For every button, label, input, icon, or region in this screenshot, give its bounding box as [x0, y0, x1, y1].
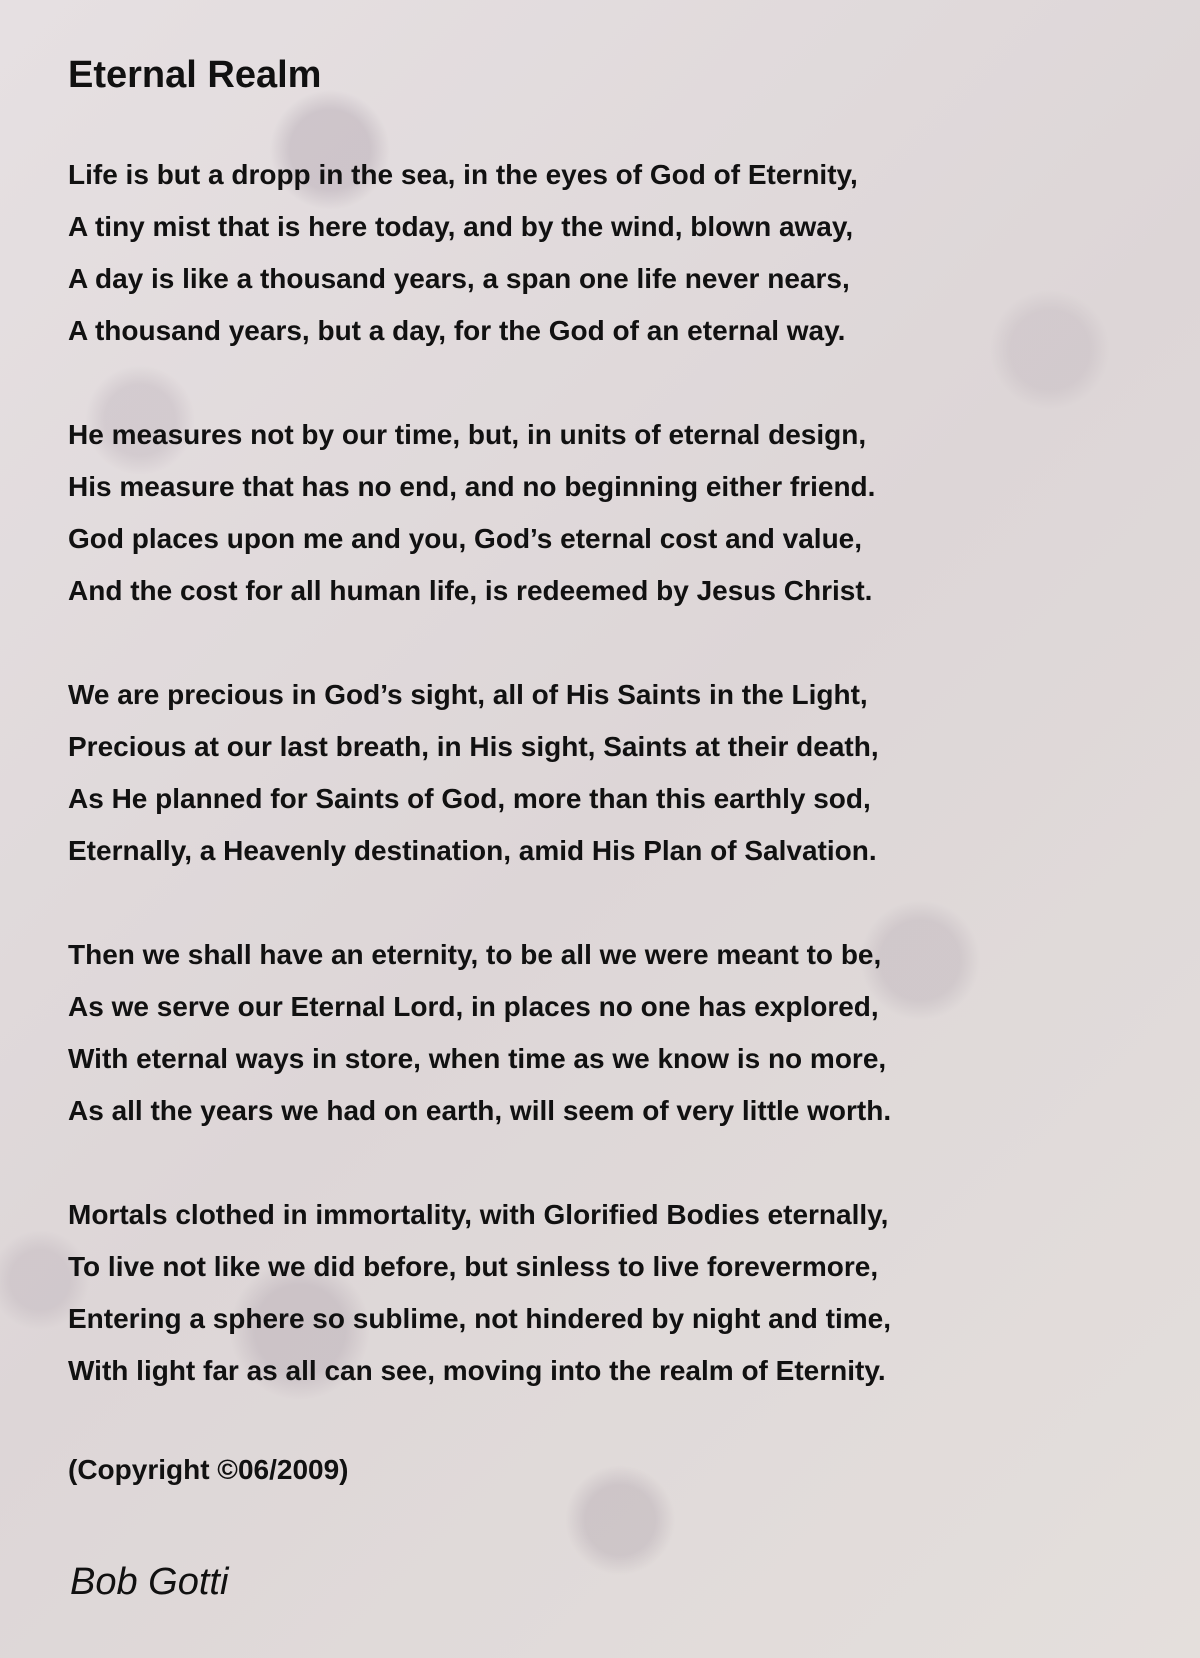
poem-title: Eternal Realm	[68, 54, 322, 96]
poem-line: We are precious in God’s sight, all of His Saints in the Light,	[68, 679, 868, 710]
stanza	[68, 409, 891, 617]
poem-line: As we serve our Eternal Lord, in places no one has explored,	[68, 991, 879, 1022]
stanza	[68, 929, 891, 1137]
poem-line: With light far as all can see, moving into the realm of Eternity.	[68, 1355, 886, 1386]
poem-line: Eternally, a Heavenly destination, amid His Plan of Salvation.	[68, 835, 877, 866]
poem-line: Mortals clothed in immortality, with Glorified Bodies eternally,	[68, 1199, 889, 1230]
poem-line: A day is like a thousand years, a span one life never nears,	[68, 263, 850, 294]
poem-line: To live not like we did before, but sinless to live forevermore,	[68, 1251, 879, 1282]
stanza	[68, 149, 891, 357]
poem-line: As He planned for Saints of God, more than this earthly sod,	[68, 783, 871, 814]
poem-line: With eternal ways in store, when time as we know is no more,	[68, 1043, 887, 1074]
stanza	[68, 669, 891, 877]
poem-body	[68, 149, 891, 1449]
copyright-notice: (Copyright ©06/2009)	[68, 1454, 349, 1485]
poem-line: A tiny mist that is here today, and by the wind, blown away,	[68, 211, 854, 242]
poem-line: As all the years we had on earth, will seem of very little worth.	[68, 1095, 892, 1126]
poem-line: And the cost for all human life, is redeemed by Jesus Christ.	[68, 575, 873, 606]
poem-line: Precious at our last breath, in His sight, Saints at their death,	[68, 731, 879, 762]
poem-line: A thousand years, but a day, for the God of an eternal way.	[68, 315, 846, 346]
poem-line: Then we shall have an eternity, to be all we were meant to be,	[68, 939, 882, 970]
stanza	[68, 1189, 891, 1397]
poem-line: His measure that has no end, and no beginning either friend.	[68, 471, 876, 502]
poem-line: Entering a sphere so sublime, not hindered by night and time,	[68, 1303, 891, 1334]
poem-line: Life is but a dropp in the sea, in the eyes of God of Eternity,	[68, 159, 858, 190]
poem-line: God places upon me and you, God’s eternal cost and value,	[68, 523, 863, 554]
author-name: Bob Gotti	[70, 1561, 229, 1603]
poem-line: He measures not by our time, but, in units of eternal design,	[68, 419, 867, 450]
